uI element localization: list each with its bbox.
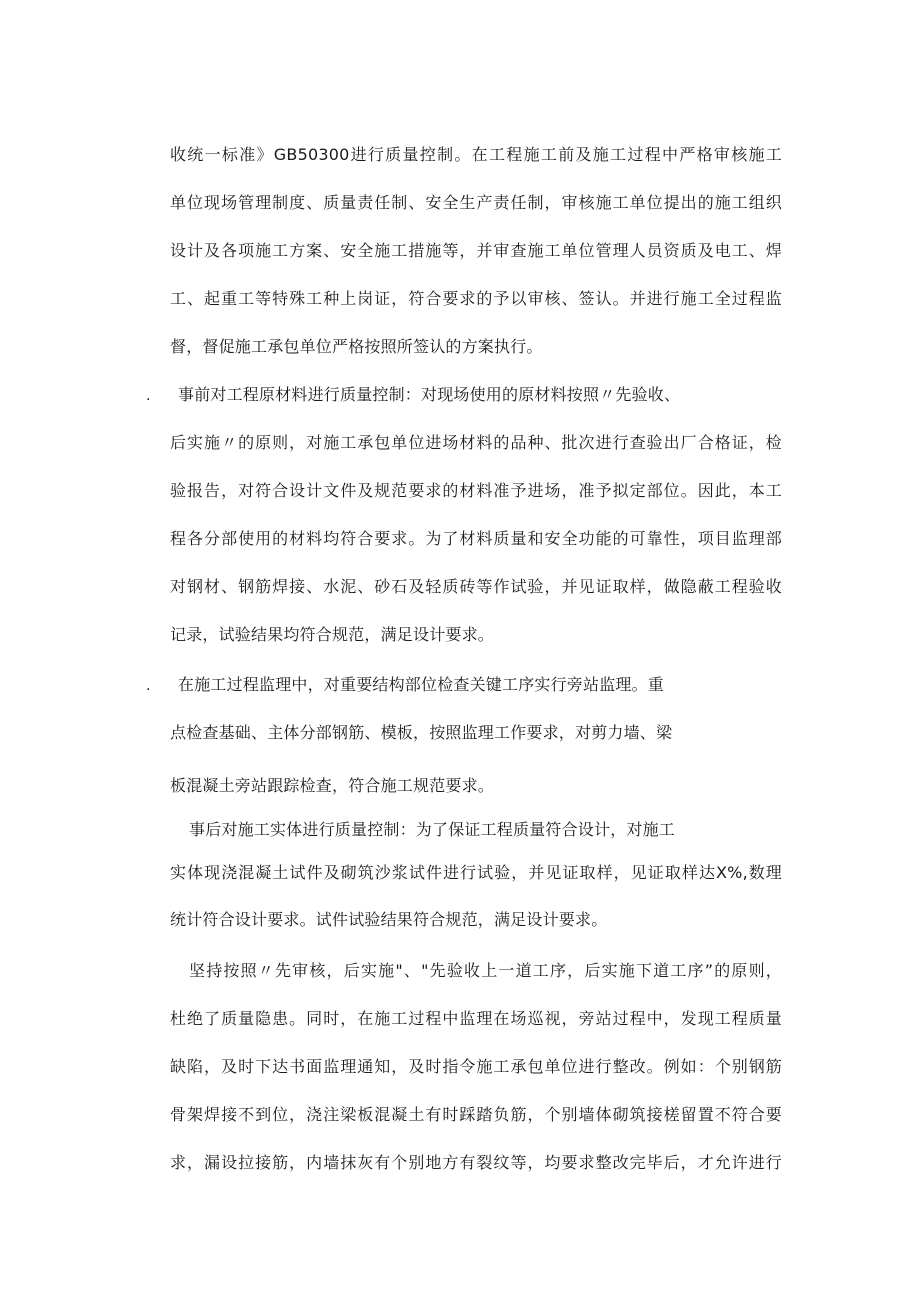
paragraph-1-line-4: 工、起重工等特殊工种上岗证，符合要求的予以审核、签认。并进行施工全过程监 [170,289,782,308]
paragraph-5-line-4: 骨架焊接不到位，浇注梁板混凝土有时踩踏负筋，个别墙体砌筑接槎留置不符合要 [170,1105,782,1124]
paragraph-5-line-2: 杜绝了质量隐患。同时，在施工过程中监理在场巡视，旁站过程中，发现工程质量 [170,1009,782,1028]
paragraph-3-line-2: 点检查基础、主体分部钢筋、模板，按照监理工作要求，对剪力墙、梁 [170,723,673,742]
paragraph-2-line-3: 验报告，对符合设计文件及规范要求的材料准予进场，准予拟定部位。因此，本工 [170,481,782,500]
paragraph-1-line-2: 单位现场管理制度、质量责任制、安全生产责任制，审核施工单位提出的施工组织 [170,193,782,212]
paragraph-3-line-1: 在施工过程监理中，对重要结构部位检查关键工序实行旁站监理。重 [178,675,665,694]
paragraph-5-line-5: 求，漏设拉接筋，内墙抹灰有个别地方有裂纹等，均要求整改完毕后，才允许进行 [170,1153,782,1172]
paragraph-4-line-3: 统计符合设计要求。试件试验结果符合规范，满足设计要求。 [170,910,608,929]
paragraph-2-line-4: 程各分部使用的材料均符合要求。为了材料质量和安全功能的可靠性，项目监理部 [170,529,782,548]
paragraph-4-line-1: 事后对施工实体进行质量控制：为了保证工程质量符合设计，对施工 [189,820,676,839]
paragraph-1-line-1: 收统一标准》GB50300进行质量控制。在工程施工前及施工过程中严格审核施工 [170,145,782,164]
paragraph-2-line-1: 事前对工程原材料进行质量控制：对现场使用的原材料按照〃先验收、 [178,385,681,404]
paragraph-4-line-2: 实体现浇混凝土试件及砌筑沙浆试件进行试验，并见证取样，见证取样达X%,数理 [170,863,782,882]
bullet-marker: . [146,388,151,404]
paragraph-2-line-5: 对钢材、钢筋焊接、水泥、砂石及轻质砖等作试验，并见证取样，做隐蔽工程验收 [170,577,782,596]
paragraph-1-line-5: 督，督促施工承包单位严格按照所签认的方案执行。 [170,337,543,356]
paragraph-1-line-3: 设计及各项施工方案、安全施工措施等，并审查施工单位管理人员资质及电工、焊 [170,241,782,260]
paragraph-2-line-2: 后实施〃的原则，对施工承包单位进场材料的品种、批次进行查验出厂合格证，检 [170,433,782,452]
paragraph-5-line-3: 缺陷，及时下达书面监理通知，及时指令施工承包单位进行整改。例如：个别钢筋 [170,1057,782,1076]
paragraph-5-line-1: 坚持按照〃先审核，后实施"、"先验收上一道工序，后实施下道工序”的原则， [189,961,782,980]
paragraph-3-line-3: 板混凝土旁站跟踪检查，符合施工规范要求。 [170,776,495,795]
paragraph-2-line-6: 记录，试验结果均符合规范，满足设计要求。 [170,625,495,644]
bullet-marker: . [146,678,151,694]
